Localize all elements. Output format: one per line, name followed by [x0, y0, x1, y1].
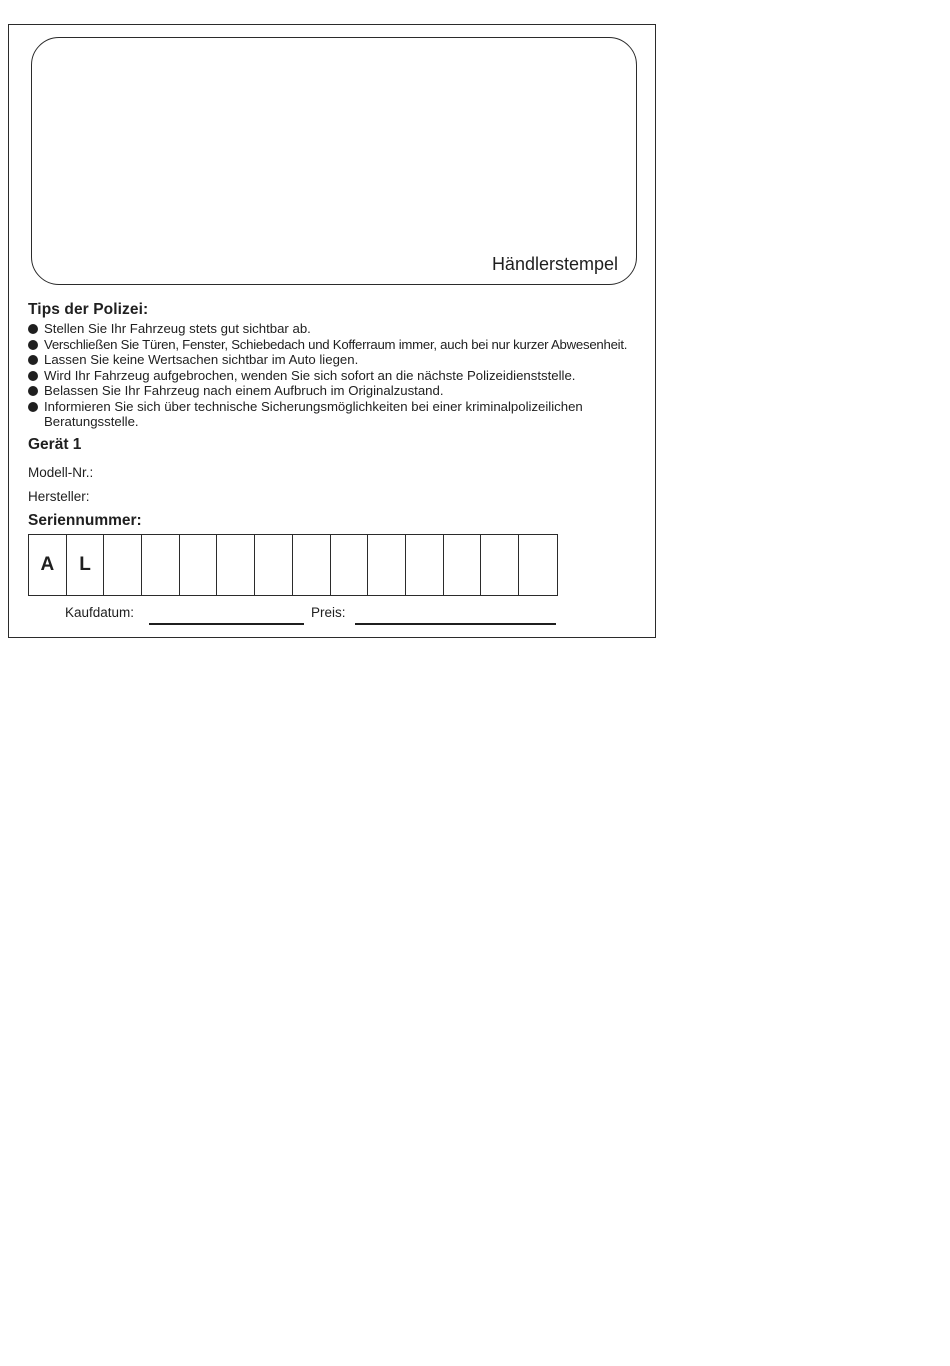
registration-card [8, 24, 656, 638]
manufacturer-label: Hersteller: [28, 489, 90, 504]
serial-cell[interactable] [217, 535, 255, 595]
price-line[interactable] [355, 623, 556, 625]
tip-item [28, 399, 656, 430]
bullet-icon [28, 340, 38, 350]
tip-item [28, 337, 656, 353]
purchase-date-line[interactable] [149, 623, 304, 625]
bullet-icon [28, 324, 38, 334]
purchase-date-label: Kaufdatum: [65, 605, 135, 620]
tip-item [28, 368, 656, 384]
serial-cell[interactable] [142, 535, 180, 595]
bullet-icon [28, 355, 38, 365]
bullet-icon [28, 371, 38, 381]
tip-text: Verschließen Sie Türen, Fenster, Schiebedach und Kofferraum immer, auch bei nur kurzer Abwesenheit. [44, 336, 628, 352]
serial-cell[interactable]: L [67, 535, 105, 595]
tips-list [28, 321, 656, 430]
tip-item [28, 383, 656, 399]
tip-text: Belassen Sie Ihr Fahrzeug nach einem Aufbruch im Originalzustand. [44, 383, 444, 398]
price-label: Preis: [311, 605, 346, 620]
serial-number-grid [28, 534, 558, 596]
dealer-stamp-box [31, 37, 637, 285]
bullet-icon [28, 386, 38, 396]
serial-cell[interactable] [444, 535, 482, 595]
tip-text: Lassen Sie keine Wertsachen sichtbar im Auto liegen. [44, 352, 359, 367]
serial-cell[interactable] [180, 535, 218, 595]
serial-cell[interactable]: A [29, 535, 67, 595]
serial-cell[interactable] [331, 535, 369, 595]
serial-cell[interactable] [481, 535, 519, 595]
device-heading: Gerät 1 [28, 436, 82, 453]
tips-heading: Tips der Polizei: [28, 301, 149, 318]
tip-text: Wird Ihr Fahrzeug aufgebrochen, wenden Sie sich sofort an die nächste Polizeidienststelle. [44, 367, 576, 383]
serial-cell[interactable] [293, 535, 331, 595]
serial-cell[interactable] [255, 535, 293, 595]
tip-text: Informieren Sie sich über technische Sicherungsmöglichkeiten bei einer kriminalpolizeilichen Beratungsstelle. [44, 398, 583, 429]
tip-text: Stellen Sie Ihr Fahrzeug stets gut sichtbar ab. [44, 321, 311, 336]
bullet-icon [28, 402, 38, 412]
serial-number-heading: Seriennummer: [28, 512, 142, 529]
model-number-label: Modell-Nr.: [28, 465, 94, 480]
serial-cell[interactable] [104, 535, 142, 595]
serial-cell[interactable] [368, 535, 406, 595]
tip-item [28, 321, 656, 337]
serial-cell[interactable] [519, 535, 557, 595]
tip-item [28, 352, 656, 368]
serial-cell[interactable] [406, 535, 444, 595]
dealer-stamp-label: Händlerstempel [491, 254, 618, 274]
